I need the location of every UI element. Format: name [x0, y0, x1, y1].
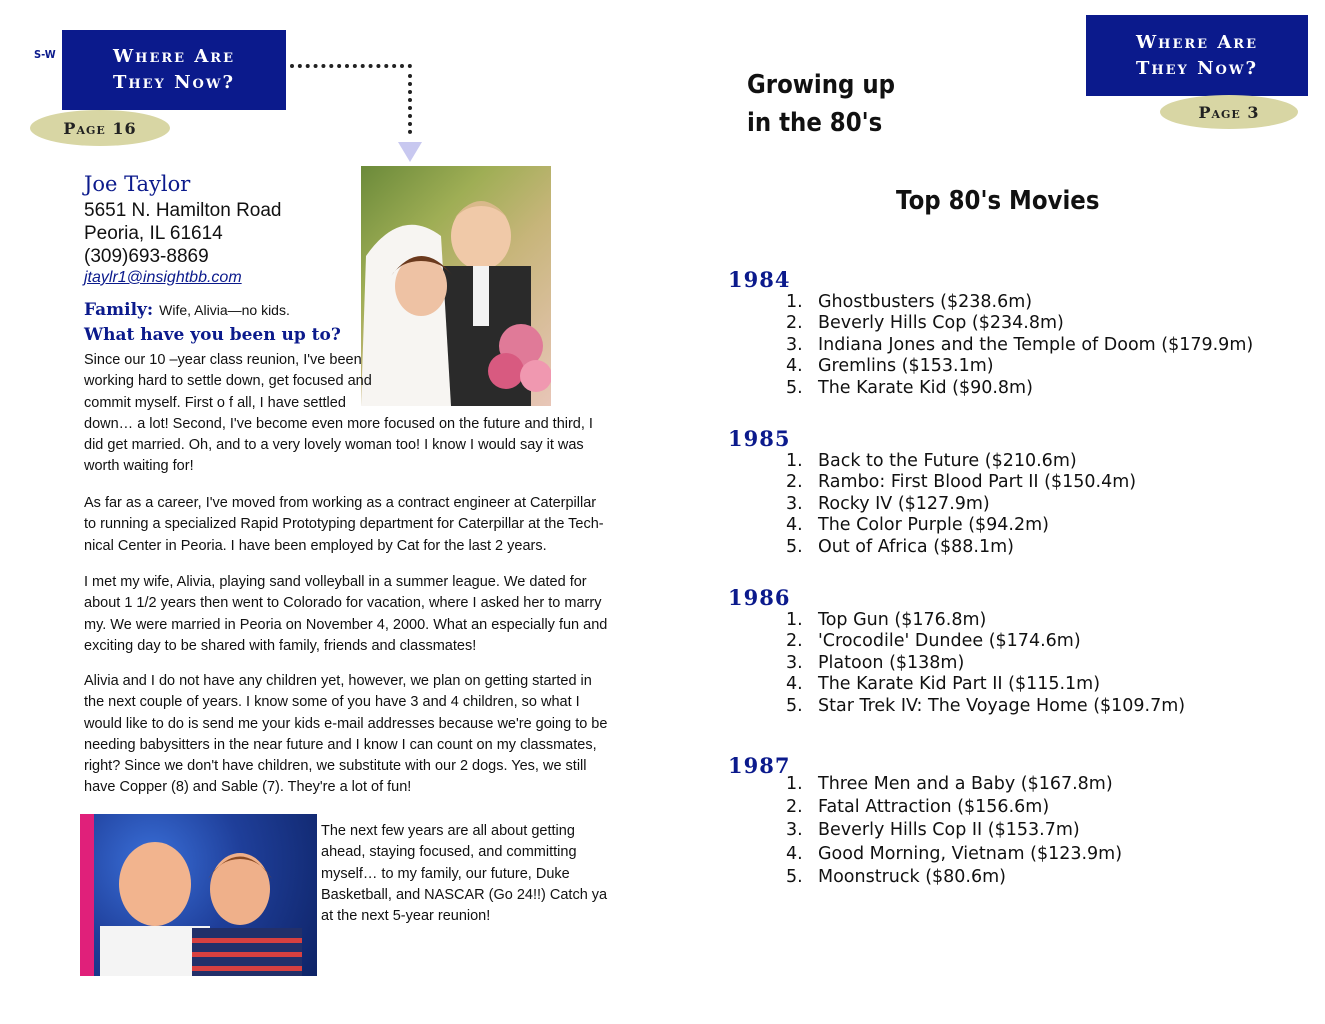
section-heading-line-2: in the 80's [747, 108, 883, 138]
left-banner-line-2: They Now? [112, 72, 236, 93]
list-item: 1. Three Men and a Baby ($167.8m) [786, 774, 1113, 794]
text-line: needing babysitters in the near future and I know I can count on my classmates, [84, 736, 597, 753]
dotted-connector-horizontal [290, 64, 412, 68]
list-item: 3. Beverly Hills Cop II ($153.7m) [786, 820, 1080, 841]
right-banner [1086, 15, 1308, 96]
left-banner-line-1: Where Are [112, 46, 236, 67]
text-line: nical Center in Peoria. I have been employed by Cat for the last 2 years. [84, 537, 547, 554]
list-item: 4. Gremlins ($153.1m) [786, 356, 994, 377]
list-title: Top 80's Movies [896, 186, 1100, 216]
text-line: at the next 5-year reunion! [321, 908, 491, 925]
right-banner-line-2: They Now? [1135, 57, 1259, 79]
text-line: myself… to my family, our future, Duke [321, 865, 570, 882]
text-line: I met my wife, Alivia, playing sand volleyball in a summer league. We dated for [84, 574, 587, 590]
dotted-connector-vertical [408, 74, 412, 134]
text-line: right? Since we don't have children, we substitute with our 2 dogs. Yes, we still [84, 758, 587, 775]
couple-photo-illustration [80, 814, 317, 976]
list-item: 5. Star Trek IV: The Voyage Home ($109.7m) [786, 695, 1186, 716]
text-line: The next few years are all about getting [321, 823, 575, 839]
address-line-1: 5651 N. Hamilton Road [84, 200, 282, 221]
family-row [84, 300, 290, 320]
paragraph-career [84, 493, 604, 557]
paragraph-intro [84, 350, 593, 478]
text-line: about 1 1/2 years then went to Colorado for vacation, where I asked her to marry [84, 595, 602, 612]
movie-list-1985 [786, 451, 1136, 558]
address-line-2: Peoria, IL 61614 [84, 223, 223, 244]
text-line: Basketball, and NASCAR (Go 24!!) Catch ya [321, 886, 608, 903]
paragraph-family [84, 671, 607, 799]
email-link[interactable]: jtaylr1@insightbb.com [84, 269, 242, 286]
text-line: exciting day to be shared with family, friends and classmates! [84, 637, 477, 654]
year-heading: 1986 [728, 585, 791, 610]
list-item: 2. Rambo: First Blood Part II ($150.4m) [786, 472, 1137, 493]
list-item: 3. Platoon ($138m) [786, 652, 965, 673]
list-item: 2. Beverly Hills Cop ($234.8m) [786, 313, 1064, 334]
year-heading: 1985 [728, 426, 791, 451]
text-line: have Copper (8) and Sable (7). They're a lot of fun! [84, 779, 412, 796]
text-line: Alivia and I do not have any children yet, however, we plan on getting started in [84, 673, 592, 689]
list-item: 5. Out of Africa ($88.1m) [786, 536, 1014, 557]
text-line: would like to do is send me your kids e-mail addresses because we're going to be [84, 715, 608, 732]
list-item: 4. The Color Purple ($94.2m) [786, 515, 1049, 536]
list-item: 4. The Karate Kid Part II ($115.1m) [786, 674, 1101, 695]
text-line: ahead, staying focused, and committing [321, 844, 577, 861]
text-line: did get married. Oh, and to a very lovely woman too! I know I would say it was [84, 437, 584, 454]
list-item: 3. Indiana Jones and the Temple of Doom ($179.9m) [786, 334, 1254, 355]
section-code: S-W [34, 48, 56, 61]
paragraph-wife [84, 572, 607, 657]
list-item: 3. Rocky IV ($127.9m) [786, 493, 990, 514]
text-line: working hard to settle down, get focused and [84, 373, 372, 390]
movie-list-1984 [786, 292, 1253, 399]
left-banner [62, 30, 286, 110]
text-line: worth waiting for! [84, 458, 194, 475]
list-item: 1. Back to the Future ($210.6m) [786, 451, 1077, 471]
text-line: to running a specialized Rapid Prototyping department for Caterpillar at the Tech- [84, 516, 604, 533]
profile-name: Joe Taylor [84, 172, 191, 196]
text-line: down… a lot! Second, I've become even more focused on the future and third, I [84, 415, 593, 432]
family-label: Family: [84, 300, 154, 320]
year-heading: 1984 [728, 267, 791, 292]
list-item: 1. Ghostbusters ($238.6m) [786, 292, 1033, 312]
question-heading: What have you been up to? [84, 325, 341, 345]
text-line: my. We were married in Peoria on November 4, 2000. What an especially fun and [84, 616, 608, 633]
text-line: As far as a career, I've moved from working as a contract engineer at Caterpillar [84, 495, 597, 511]
paragraph-future [321, 821, 607, 927]
family-value: Wife, Alivia—no kids. [159, 302, 290, 318]
section-heading-line-1: Growing up [747, 70, 896, 100]
list-item: 1. Top Gun ($176.8m) [786, 610, 987, 630]
left-page-number: Page 16 [30, 110, 170, 146]
list-item: 2. Fatal Attraction ($156.6m) [786, 797, 1050, 818]
movie-list-1986 [786, 610, 1185, 717]
movie-list-1987 [786, 773, 1122, 889]
right-page-number: Page 3 [1160, 95, 1298, 129]
text-line: Since our 10 –year class reunion, I've been [84, 352, 362, 368]
list-item: 5. Moonstruck ($80.6m) [786, 866, 1006, 887]
text-line: the next couple of years. I know some of you have 3 and 4 children, so what I [84, 694, 580, 711]
text-line: commit myself. First o f all, I have settled [84, 394, 346, 411]
right-banner-line-1: Where Are [1135, 31, 1259, 53]
section-heading [747, 66, 895, 142]
list-item: 5. The Karate Kid ($90.8m) [786, 377, 1033, 398]
couple-photo [80, 814, 317, 976]
phone-number: (309)693-8869 [84, 246, 209, 267]
list-item: 4. Good Morning, Vietnam ($123.9m) [786, 843, 1123, 864]
down-arrow-icon [398, 142, 422, 162]
list-item: 2. 'Crocodile' Dundee ($174.6m) [786, 631, 1081, 652]
year-heading: 1987 [728, 753, 791, 778]
